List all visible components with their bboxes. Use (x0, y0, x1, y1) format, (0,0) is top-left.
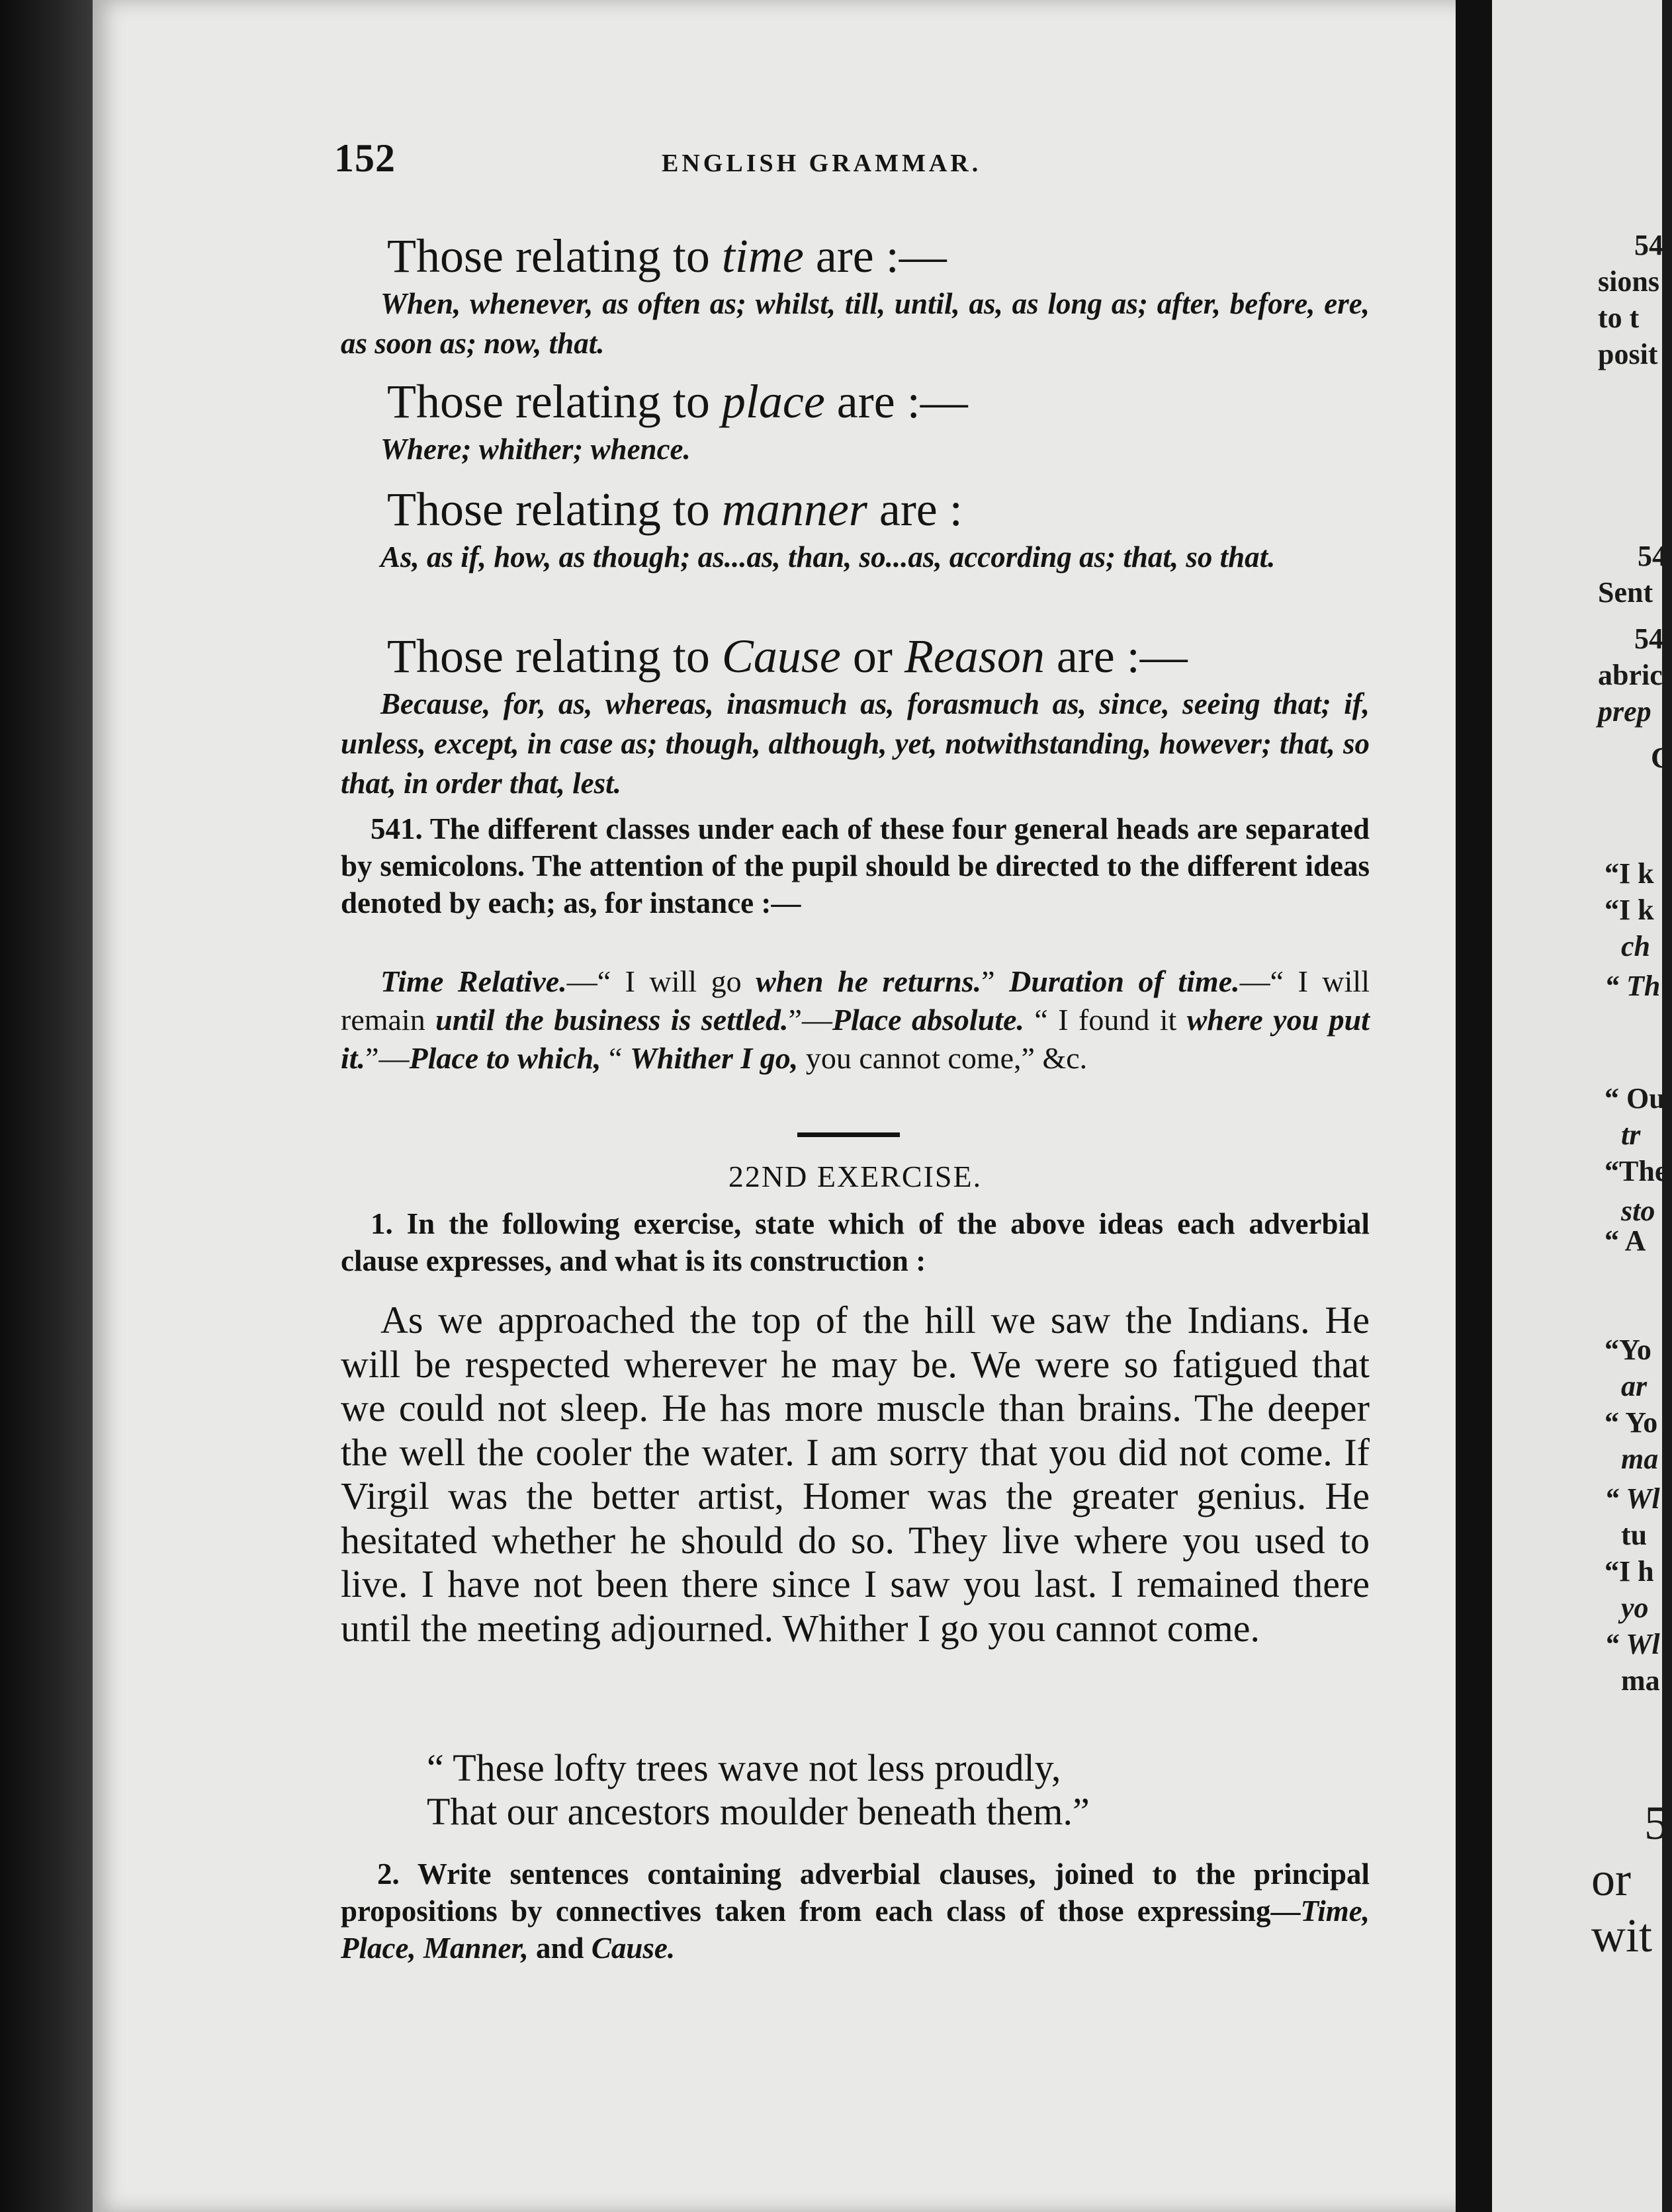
cause-connectives: Because, for, as, whereas, inasmuch as, forasmuch as, since, seeing that; if, unless, except, in case as; though, although, yet, notwithstanding, however; that, so that, in order that, lest. (341, 687, 1370, 800)
paragraph-541 (341, 810, 1370, 921)
poem-line: “ These lofty trees wave not less proudly, (427, 1746, 1061, 1789)
running-head: ENGLISH GRAMMAR. (662, 149, 982, 177)
exercise-instruction-1: 1. In the following exercise, state which of the above ideas each adverbial clause expresses, and what is its construction : (341, 1207, 1370, 1277)
facing-fragment: abric (1598, 659, 1663, 691)
page-number: 152 (334, 136, 396, 180)
cause-heading: Those relating to Cause or Reason are :— (387, 630, 1188, 683)
time-connectives: When, whenever, as often as; whilst, till, until, as, as long as; after, before, ere, as soon as; now, that. (341, 287, 1370, 360)
place-connectives: Where; whither; whence. (380, 433, 691, 466)
facing-fragment: yo (1621, 1592, 1649, 1624)
time-section (341, 228, 1370, 363)
facing-fragment: 54 (1634, 622, 1663, 655)
facing-fragment: prep (1598, 695, 1651, 728)
cause-section (341, 628, 1370, 803)
facing-fragment: C (1651, 742, 1672, 774)
facing-fragment: “ A (1605, 1224, 1646, 1257)
page-gutter (1456, 0, 1492, 2212)
paragraph-number: 541. (371, 812, 423, 845)
exercise-poem (341, 1746, 1370, 1834)
example-label: Place to which, (409, 1041, 601, 1075)
manner-heading: Those relating to manner are : (387, 483, 963, 536)
facing-fragment: ar (1621, 1370, 1648, 1402)
facing-fragment: sto (1621, 1195, 1655, 1227)
facing-fragment: “Yo (1605, 1334, 1651, 1366)
facing-fragment: “ Th (1605, 970, 1661, 1002)
facing-fragment: 5 (1644, 1797, 1668, 1850)
facing-fragment: “ Wl (1605, 1482, 1660, 1515)
facing-fragment: to t (1598, 302, 1640, 334)
example-label: Time Relative. (380, 964, 567, 998)
examples: Time Relative.—“ I will go when he returns.” Duration of time.—“ I will remain until the business is settled.”—Place absolute. “ I found it where you put it.”—Place to which, “ Whither I go, you cannot come,” &c. (341, 964, 1370, 1075)
binding-shadow (0, 0, 93, 2212)
place-section (341, 374, 1370, 469)
manner-section (341, 482, 1370, 577)
facing-fragment: ma (1621, 1664, 1660, 1697)
facing-fragment: “I k (1605, 857, 1654, 890)
facing-fragment: or (1591, 1853, 1631, 1906)
facing-fragment: “I h (1605, 1555, 1654, 1588)
paragraph-text: The different classes under each of these four general heads are separated by semicolons. The attention of the pupil should be directed to the different ideas denoted by each; as, for instance :— (341, 812, 1370, 919)
facing-fragment: “I k (1605, 894, 1654, 926)
facing-fragment: ma (1621, 1443, 1659, 1475)
exercise-passage: As we approached the top of the hill we saw the Indians. He will be respected wherever he may be. We were so fatigued that we could not sleep. He has more muscle than brains. The deeper the well the cooler the water. I am sorry that you did not come. If Virgil was the better artist, Homer was the greater genius. He hesitated whether he should do so. They live where you used to live. I have not been there since I saw you last. I remained there until the meeting adjourned. Whither I go you cannot come. (341, 1298, 1370, 1650)
example-label: Duration of time. (1009, 964, 1240, 998)
exercise-instruction-2: 2. Write sentences containing adverbial clauses, joined to the principal propositions by connectives taken from each class of those expressing—Time, Place, Manner, and Cause. (341, 1857, 1370, 1965)
facing-fragment: wit (1591, 1909, 1653, 1962)
time-heading: Those relating to time are :— (387, 230, 947, 282)
facing-fragment: tr (1621, 1119, 1641, 1151)
facing-fragment: 54 (1638, 540, 1667, 572)
facing-fragment: 54 (1634, 229, 1663, 261)
facing-fragment: posit (1598, 338, 1658, 370)
facing-fragment: “ Ou (1605, 1082, 1665, 1115)
section-rule (797, 1132, 900, 1137)
poem-line: That our ancestors moulder beneath them.” (427, 1790, 1090, 1833)
example-label: Place absolute. (832, 1003, 1024, 1037)
exercise-title: 22ND EXERCISE. (728, 1160, 983, 1193)
facing-fragment: “ Wl (1605, 1628, 1660, 1660)
facing-fragment: Sent (1598, 576, 1653, 609)
facing-fragment: “ Yo (1605, 1406, 1658, 1439)
facing-fragment: sions (1598, 265, 1659, 298)
facing-fragment: “The (1605, 1155, 1668, 1187)
facing-fragment: ch (1621, 930, 1650, 962)
manner-connectives: As, as if, how, as though; as...as, than, so...as, according as; that, so that. (380, 540, 1276, 574)
place-heading: Those relating to place are :— (387, 375, 968, 428)
facing-fragment: tu (1621, 1519, 1648, 1551)
facing-page (1492, 0, 1672, 2212)
